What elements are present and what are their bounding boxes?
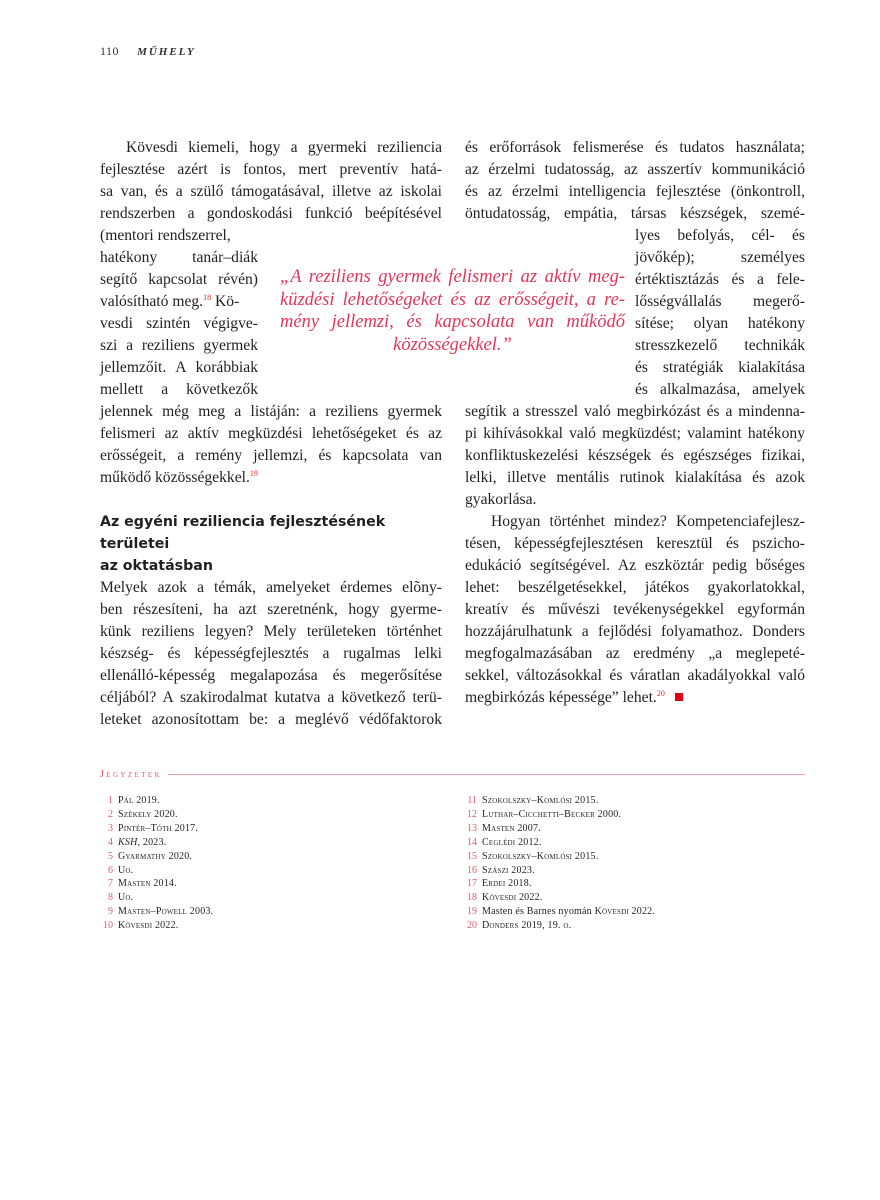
text-line: mellett a következők bbox=[100, 381, 258, 398]
text-line: hatékony tanár–diák bbox=[100, 249, 258, 266]
text-line: az érzelmi tudatosság, az asszertív kommunikáció bbox=[465, 161, 805, 178]
text-line: stresszkezelő technikák bbox=[635, 337, 805, 354]
text-line: Melyek azok a témák, amelyeket érdemes elõny- bbox=[100, 579, 442, 596]
text-line: hozzájárulhatunk a fejlődési folyamathoz. Donders bbox=[465, 623, 805, 640]
note-item: 7 Masten 2014. bbox=[108, 878, 177, 890]
footnote-ref-19[interactable]: 19 bbox=[249, 469, 258, 478]
wrapped-text-block bbox=[635, 225, 805, 401]
text-line: készség- és képességfejlesztés a rugalmas lelki bbox=[100, 645, 442, 662]
note-item: 8 Uo. bbox=[108, 892, 134, 904]
text-line: pi kihívásokkal való megküzdést; valamint hatékony bbox=[465, 425, 805, 442]
section-subheading: az oktatásban bbox=[100, 558, 213, 574]
text-line: Hogyan történhet mindez? Kompetenciafejlesz- bbox=[491, 513, 805, 530]
notes-header bbox=[100, 769, 805, 780]
text-line: és erőforrások felismerése és tudatos használata; bbox=[465, 139, 805, 156]
text-line: konfliktuskezelési készségek és egészséges fizikai, bbox=[465, 447, 805, 464]
text-line: és alkalmazása, amelyek bbox=[635, 381, 805, 398]
text-line: megfogalmazásában az eredmény „a meglepeté- bbox=[465, 645, 805, 662]
text-line: jelennek még meg a listáján: a reziliens gyermek bbox=[100, 403, 442, 420]
text-line: ben részesíteni, ha azt szeretnénk, hogy gyerme- bbox=[100, 601, 442, 618]
note-item: 3 Pintér–Tóth 2017. bbox=[108, 822, 199, 834]
right-column bbox=[465, 137, 805, 709]
text-line: erősségeit, a remény jellemzi, és kapcsolata van bbox=[100, 447, 442, 464]
note-item: 1 Pál 2019. bbox=[108, 795, 160, 806]
footnote-ref-18[interactable]: 18 bbox=[203, 293, 212, 302]
note-item: 14 Ceglédi 2012. bbox=[467, 836, 542, 848]
note-item: 5 Gyarmathy 2020. bbox=[108, 850, 193, 862]
pull-quote-line: küzdési lehetőségeket és az erősségeit, a re- bbox=[280, 289, 625, 310]
text-line: sekkel, változásokkal és váratlan akadályokkal való bbox=[465, 667, 805, 684]
text-line: értéktisztázás és a fele- bbox=[635, 271, 805, 288]
text-line: szi a reziliens gyermek bbox=[100, 337, 258, 354]
text-line: lelki, illetve mentális rutinok kialakítása és azok bbox=[465, 469, 805, 486]
text-line: jellemzőit. A korábbiak bbox=[100, 359, 258, 376]
note-item: 4 KSH, 2023. bbox=[108, 836, 167, 848]
note-item: 9 Masten–Powell 2003. bbox=[108, 906, 214, 918]
running-head bbox=[100, 44, 196, 59]
text-line: fejlesztése azért is fontos, mert preventív hatá- bbox=[100, 161, 442, 178]
text-line: segítő kapcsolat révén) bbox=[100, 271, 258, 288]
text-line: lyes befolyás, cél- és bbox=[635, 227, 805, 244]
note-item: 16 Szászi 2023. bbox=[467, 864, 535, 876]
text-line: edukáció segítségével. Az eszköztár pedig bőséges bbox=[465, 557, 805, 574]
text-line: vesdi szintén végigve- bbox=[100, 315, 258, 332]
notes-title: Jegyzetek bbox=[100, 769, 163, 780]
text-line: öntudatosság, empátia, társas készségek, szemé- bbox=[465, 205, 805, 222]
footnote-ref-20[interactable]: 20 bbox=[656, 689, 665, 698]
text-line: tésen, képességfejlesztésen keresztül és pszicho- bbox=[465, 535, 805, 552]
text-line: sa van, és a szülő támogatásával, illetve az iskolai bbox=[100, 183, 442, 200]
note-item: 12 Luthar–Cicchetti–Becker 2000. bbox=[467, 808, 622, 820]
text-line: valósítható meg.$^{18}$ Kö- bbox=[100, 293, 240, 310]
text-line: felismeri az aktív megküzdési lehetőségeket és az bbox=[100, 425, 442, 442]
text-line: (mentori rendszerrel, bbox=[100, 227, 231, 244]
text-line: és az érzelmi intelligencia fejlesztése (önkontroll, bbox=[465, 183, 805, 200]
left-column bbox=[100, 137, 442, 731]
note-item: 11 Szokolszky–Komlósi 2015. bbox=[467, 795, 599, 806]
end-of-article-mark-icon bbox=[675, 693, 683, 701]
text-line: jövőkép); személyes bbox=[635, 249, 805, 266]
text-line: Kövesdi kiemeli, hogy a gyermeki reziliencia bbox=[126, 139, 442, 156]
text-line: és stratégiák kialakítása bbox=[635, 359, 805, 376]
text-line: leteket azonosítottam be: a meglévő védőfaktorok bbox=[100, 711, 442, 728]
notes-list-right bbox=[464, 794, 655, 933]
text-line: gyakorlása. bbox=[465, 491, 537, 508]
text-line: céljából? A szakirodalmat kutatva a következő terü- bbox=[100, 689, 442, 706]
notes-list-left bbox=[100, 794, 213, 933]
text-line: sítése; olyan hatékony bbox=[635, 315, 805, 332]
text-line: megbirkózás képessége” lehet.$^{20}$ bbox=[465, 687, 805, 709]
pull-quote-line: mény jellemzi, és kapcsolata van működő bbox=[280, 312, 625, 332]
page-number: 110 bbox=[100, 44, 120, 58]
note-item: 2 Székely 2020. bbox=[108, 808, 178, 820]
text-line: künk reziliens legyen? Mely területeken történhet bbox=[100, 623, 442, 640]
note-item: 18 Kövesdi 2022. bbox=[467, 892, 543, 904]
section-title: MŰHELY bbox=[137, 46, 196, 58]
note-item: 15 Szokolszky–Komlósi 2015. bbox=[467, 850, 599, 862]
text-line: lehet: beszélgetésekkel, játékos gyakorlatokkal, bbox=[465, 579, 805, 596]
text-line: működő közösségekkel.$^{19}$ bbox=[100, 469, 258, 486]
text-line: segítik a stresszel való megbirkózást és a mindenna- bbox=[465, 403, 805, 420]
section-subheading: Az egyéni reziliencia fejlesztésének területei bbox=[100, 514, 386, 552]
note-item: 13 Masten 2007. bbox=[467, 822, 541, 834]
note-item: 6 Uo. bbox=[108, 864, 134, 876]
text-line: ellenálló-képesség megalapozása és megerősítése bbox=[100, 667, 442, 684]
pull-quote-line: közösségekkel.” bbox=[393, 334, 512, 355]
note-item: 20 Donders 2019, 19. o. bbox=[467, 920, 572, 932]
pull-quote-line: „A reziliens gyermek felismeri az aktív meg- bbox=[280, 267, 625, 287]
text-line: lősségvállalás megerő- bbox=[635, 293, 805, 310]
text-line: kreatív és művészi tevékenységekkel egyformán bbox=[465, 601, 805, 618]
note-item: 10 Kövesdi 2022. bbox=[103, 920, 179, 932]
notes-divider bbox=[168, 774, 805, 775]
note-item: 17 Erdei 2018. bbox=[467, 878, 532, 890]
note-item: 19 Masten és Barnes nyomán Kövesdi 2022. bbox=[467, 906, 656, 918]
text-line: rendszerben a gondoskodási funkció beépítésével bbox=[100, 205, 442, 222]
